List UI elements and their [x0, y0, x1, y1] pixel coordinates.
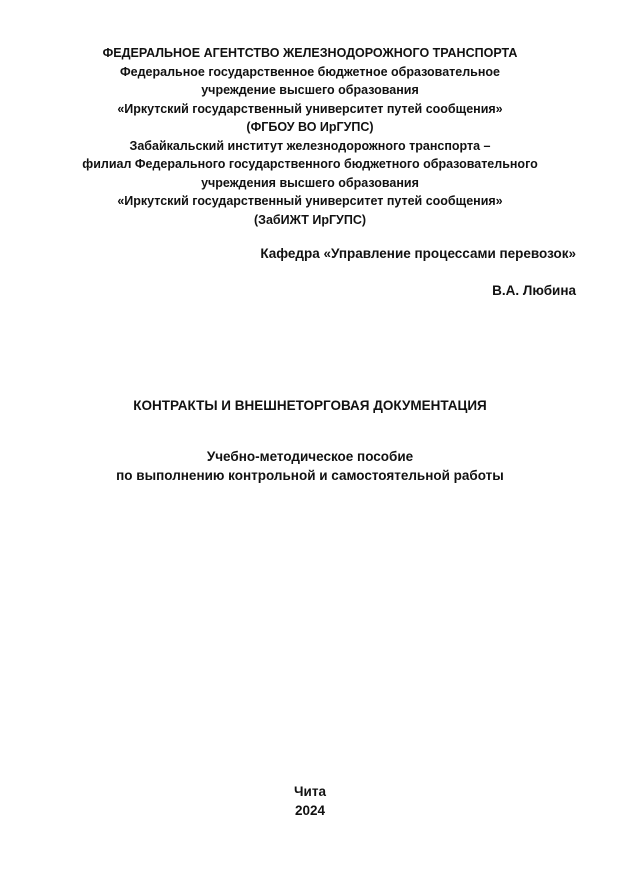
subtitle-line: Учебно-методическое пособие — [206, 449, 414, 464]
subtitle-line: по выполнению контрольной и самостоятельной работы — [116, 468, 504, 483]
institute-abbr: (ЗабИЖТ ИрГУПС) — [253, 212, 367, 227]
university-name: «Иркутский государственный университет путей сообщения» — [117, 101, 503, 116]
department-name: Кафедра «Управление процессами перевозок» — [260, 246, 576, 261]
header-line: филиал Федерального государственного бюджетного образовательного — [82, 157, 538, 171]
header-line: учреждение высшего образования — [201, 83, 419, 97]
header-line: учреждения высшего образования — [201, 175, 419, 190]
year: 2024 — [294, 803, 326, 818]
header-line: Федеральное государственное бюджетное образовательное — [120, 64, 500, 79]
institution-header — [0, 44, 620, 229]
author-name: В.А. Любина — [492, 283, 576, 298]
institute-name: Забайкальский институт железнодорожного транспорта – — [129, 138, 491, 153]
city: Чита — [294, 784, 326, 799]
university-abbr: (ФГБОУ ВО ИрГУПС) — [246, 120, 374, 134]
university-name: «Иркутский государственный университет путей сообщения» — [117, 194, 503, 208]
imprint — [0, 782, 620, 820]
agency-name: ФЕДЕРАЛЬНОЕ АГЕНТСТВО ЖЕЛЕЗНОДОРОЖНОГО ТРАНСПОРТА — [102, 46, 518, 60]
document-title: КОНТРАКТЫ И ВНЕШНЕТОРГОВАЯ ДОКУМЕНТАЦИЯ — [133, 398, 487, 413]
document-subtitle — [0, 447, 620, 485]
